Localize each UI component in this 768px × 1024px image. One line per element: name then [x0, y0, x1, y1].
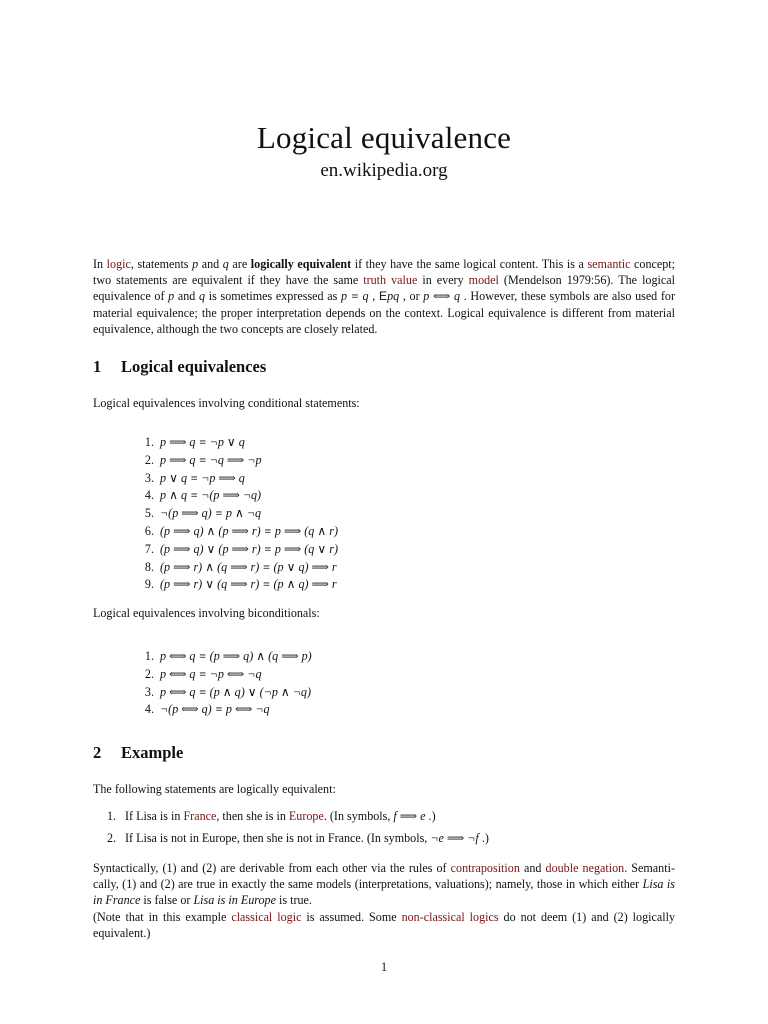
text: if they have the same logical content. This is a: [351, 257, 588, 271]
section-title: Example: [121, 743, 184, 762]
text: Syntactically, (1) and (2) are derivable from each other via the rules of: [93, 861, 451, 875]
item-number: 1.: [107, 809, 117, 823]
text: In: [93, 257, 107, 271]
item-number: 7.: [144, 541, 154, 556]
text: is true.: [275, 893, 312, 908]
equivalence-item: [134, 523, 338, 541]
link-classical-logic[interactable]: classical logic: [231, 910, 302, 924]
list-item: [107, 808, 489, 830]
text: in every: [417, 273, 469, 288]
text: If Lisa is in: [125, 809, 184, 823]
formula: ¬(p ⟺ q) ≡ p ⟺ ¬q: [160, 702, 270, 717]
link-semantic[interactable]: semantic: [587, 257, 631, 271]
link-europe[interactable]: Europe: [288, 809, 324, 823]
math-p: p: [192, 257, 199, 271]
bold-term: logically equivalent: [250, 257, 352, 271]
note-paragraph: [93, 909, 675, 941]
link-france[interactable]: France: [183, 809, 217, 823]
text: , then she is in: [216, 809, 289, 823]
link-logic[interactable]: logic: [106, 257, 131, 271]
formula: (p ⟹ r) ∧ (q ⟹ r) ≡ (p ∨ q) ⟹ r: [160, 559, 337, 574]
list-item: [107, 830, 489, 852]
conditional-intro: Logical equivalences involving conditional statements:: [93, 396, 360, 410]
math-expression: f ⟹ e: [393, 809, 426, 823]
text: and: [198, 257, 223, 271]
formula: p ⟹ q ≡ ¬p ∨ q: [160, 435, 245, 449]
item-number: 2.: [144, 666, 154, 681]
formula: (p ⟹ q) ∨ (p ⟹ r) ≡ p ⟹ (q ∨ r): [160, 541, 338, 556]
math-q: q: [199, 289, 206, 304]
text: (Note that in this example: [93, 910, 232, 924]
equivalence-item: [134, 505, 338, 523]
document-subtitle: en.wikipedia.org: [320, 160, 448, 181]
item-number: 1.: [144, 649, 154, 663]
example-intro: The following statements are logically equivalent:: [93, 782, 336, 796]
link-model[interactable]: model: [468, 273, 499, 288]
text: . (In symbols,: [323, 809, 394, 823]
item-number: 8.: [144, 559, 154, 574]
equivalence-item: [134, 666, 312, 684]
link-double-negation[interactable]: double negation: [545, 861, 625, 875]
formula: p ⟺ q ≡ (p ∧ q) ∨ (¬p ∧ ¬q): [160, 684, 312, 699]
text: If Lisa is not in Europe, then she is not in France. (In symbols,: [125, 831, 431, 845]
item-number: 5.: [144, 506, 154, 521]
text: and: [519, 861, 546, 875]
text: is false or: [140, 893, 194, 908]
section-heading-example: [93, 743, 183, 763]
formula: (p ⟹ r) ∨ (q ⟹ r) ≡ (p ∧ q) ⟹ r: [160, 577, 337, 592]
formula: p ⟹ q ≡ ¬q ⟹ ¬p: [160, 452, 262, 467]
item-number: 1.: [144, 435, 154, 449]
conditional-equivalence-list: [134, 434, 338, 594]
section-number: 2: [93, 743, 102, 762]
formula: ¬(p ⟹ q) ≡ p ∧ ¬q: [160, 506, 262, 521]
intro-paragraph: [93, 256, 675, 337]
text: concept; two statements are equivalent if they have the same: [93, 257, 676, 288]
text: , or: [399, 289, 424, 304]
formula: p ⟺ q ≡ ¬p ⟺ ¬q: [160, 666, 262, 681]
formula: p ∨ q ≡ ¬p ⟹ q: [160, 470, 245, 485]
equivalence-item: [134, 576, 338, 594]
math-expression: p ≡ q: [341, 289, 369, 304]
item-number: 9.: [144, 577, 154, 592]
section-title: Logical equivalences: [121, 357, 267, 376]
italic-text: Lisa is in France: [93, 877, 675, 908]
text: .): [425, 809, 436, 823]
text: , statements: [130, 257, 193, 271]
equivalence-item: [134, 559, 338, 577]
example-list: [107, 808, 489, 852]
text: is sometimes expressed as: [205, 289, 341, 304]
formula: p ∧ q ≡ ¬(p ⟹ ¬q): [160, 488, 262, 503]
text: do not deem (1) and (2) logically equivalent.): [93, 910, 676, 941]
equivalence-item: [134, 684, 312, 702]
math-expression: ¬e ⟹ ¬f: [430, 831, 479, 845]
text: is assumed. Some: [301, 910, 402, 924]
item-number: 4.: [144, 488, 154, 503]
math-expression: p ⟺ q: [423, 289, 461, 304]
equivalence-item: [134, 452, 338, 470]
text: and: [174, 289, 200, 304]
item-number: 6.: [144, 523, 154, 538]
text: . Semanti-cally, (1) and (2) are true in exactly the same models (interpretations, valuations); namely, those in which either: [93, 861, 675, 892]
text: (Mendelson 1979:56). The logical equivalence of: [93, 273, 675, 304]
italic-text: Lisa is in Europe: [193, 893, 276, 908]
math-q: q: [222, 257, 229, 271]
text: ,: [368, 289, 379, 304]
text: .): [478, 831, 489, 845]
equivalence-item: [134, 487, 338, 505]
item-number: 3.: [144, 684, 154, 699]
math-p: p: [168, 289, 175, 304]
document-title: Logical equivalence: [256, 120, 512, 155]
item-number: 2.: [107, 831, 117, 845]
math-expression: E: [378, 289, 388, 304]
section-number: 1: [93, 357, 102, 376]
biconditional-equivalence-list: [134, 648, 312, 719]
item-number: 3.: [144, 470, 154, 485]
formula: (p ⟹ q) ∧ (p ⟹ r) ≡ p ⟹ (q ∧ r): [160, 523, 338, 538]
link-non-classical-logics[interactable]: non-classical logics: [401, 910, 499, 924]
link-truth-value[interactable]: truth value: [363, 273, 418, 288]
formula: p ⟺ q ≡ (p ⟹ q) ∧ (q ⟹ p): [160, 649, 312, 663]
equivalence-item: [134, 701, 312, 719]
math-expression: pq: [387, 289, 400, 304]
equivalence-item: [134, 648, 312, 666]
item-number: 2.: [144, 452, 154, 467]
item-number: 4.: [144, 702, 154, 717]
link-contraposition[interactable]: contraposition: [450, 861, 520, 875]
text: . However, these symbols are also used for material equivalence; the proper interpretation depends on the context. Logical equivalence is different from material equivalence, although the two concepts are closely related.: [93, 289, 676, 336]
biconditional-intro: Logical equivalences involving biconditionals:: [93, 606, 320, 620]
text: are: [228, 257, 251, 271]
page-number: 1: [380, 960, 388, 974]
equivalence-item: [134, 541, 338, 559]
equivalence-item: [134, 470, 338, 488]
syntax-paragraph: [93, 860, 675, 909]
section-heading-logical-equivalences: [93, 357, 266, 377]
equivalence-item: [134, 434, 338, 452]
